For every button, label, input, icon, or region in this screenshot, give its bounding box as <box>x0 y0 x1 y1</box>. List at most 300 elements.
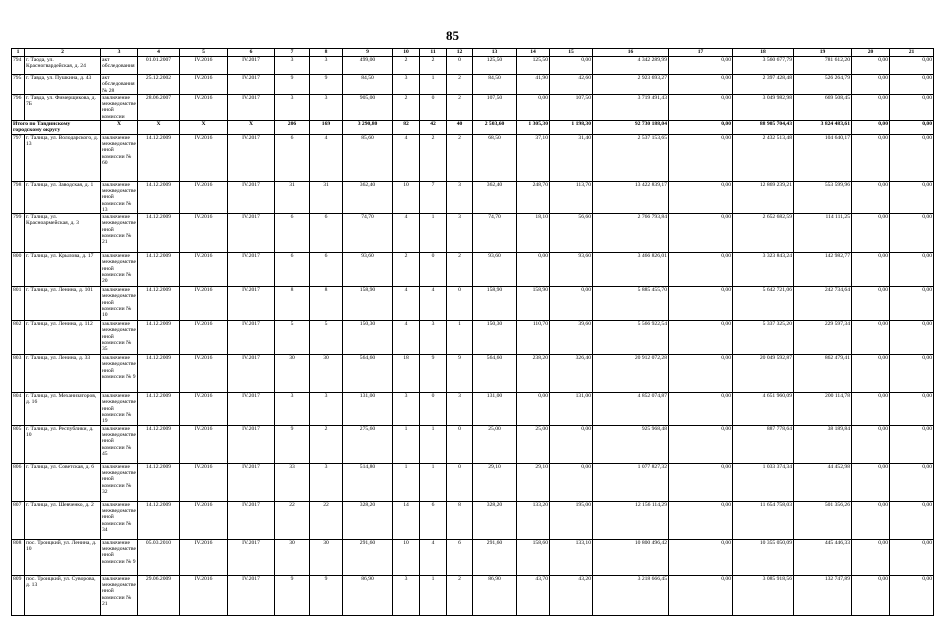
table-cell: 905,00 <box>343 94 393 120</box>
table-cell: 6 <box>310 214 343 253</box>
table-cell: IV.2017 <box>228 75 275 95</box>
table-cell: 0,00 <box>890 214 934 253</box>
table-cell: г. Талица, ул. Механизаторов, д. 16 <box>25 393 101 425</box>
table-cell: 0,00 <box>550 287 593 321</box>
table-cell: IV.2017 <box>228 393 275 425</box>
table-cell: 0,00 <box>852 287 890 321</box>
column-number: 11 <box>420 49 447 57</box>
table-cell: 3 <box>310 94 343 120</box>
table-cell: 0,00 <box>669 75 733 95</box>
table-cell: 113,70 <box>550 181 593 213</box>
table-cell: 2 <box>393 94 420 120</box>
table-cell: 1 <box>393 463 420 501</box>
table-cell: 3 <box>310 393 343 425</box>
table-cell: 10 <box>393 539 420 575</box>
table-cell: 125,50 <box>517 57 550 75</box>
table-cell: 0,00 <box>669 94 733 120</box>
table-cell: 40 <box>447 121 473 135</box>
table-cell: 85,60 <box>343 134 393 181</box>
table-cell: 0,00 <box>852 94 890 120</box>
table-row <box>12 287 934 321</box>
table-cell: IV.2017 <box>228 321 275 355</box>
table-cell: акт обследования № 28 <box>101 75 138 95</box>
table-cell: 14 <box>393 501 420 539</box>
table-cell: IV.2017 <box>228 181 275 213</box>
table-cell: заключение межведомственной комиссии № 13 <box>102 181 136 213</box>
table-cell: 0,00 <box>852 539 890 575</box>
table-cell: 3 <box>310 57 343 75</box>
column-number: 7 <box>275 49 310 57</box>
table-cell: 3 049 982,98 <box>733 94 794 120</box>
table-cell: 0,00 <box>852 253 890 287</box>
table-cell: 92 730 188,04 <box>593 121 669 135</box>
table-row <box>12 463 934 501</box>
table-cell: 499,00 <box>343 57 393 75</box>
column-number: 13 <box>473 49 517 57</box>
table-row <box>12 134 934 181</box>
table-cell: 169 <box>310 121 343 135</box>
table-cell: 22 <box>310 501 343 539</box>
table-cell: 2 <box>447 253 473 287</box>
table-cell: г. Талица, ул. Республики, д. 10 <box>25 425 101 463</box>
table-cell: 14.12.2009 <box>138 321 180 355</box>
table-cell: 3 <box>447 393 473 425</box>
table-cell: 0 <box>447 57 473 75</box>
table-cell: 0 <box>420 94 447 120</box>
table-cell: 0,00 <box>890 463 934 501</box>
table-cell: 3 323 843,24 <box>733 253 794 287</box>
table-cell: IV.2016 <box>180 75 228 95</box>
table-cell: IV.2017 <box>228 214 275 253</box>
table-cell: 1 <box>420 575 447 615</box>
table-cell: 553 599,96 <box>794 181 852 213</box>
table-cell: 0,00 <box>852 575 890 615</box>
table-row <box>12 253 934 287</box>
table-cell: 12 869 239,21 <box>733 181 794 213</box>
table-cell: 18,10 <box>517 214 550 253</box>
table-cell: 808 <box>12 539 25 575</box>
table-cell: X <box>101 121 138 135</box>
table-cell: 25,00 <box>517 425 550 463</box>
column-number: 3 <box>101 49 138 57</box>
table-cell: 2 397 428,48 <box>733 75 794 95</box>
table-cell: 158,60 <box>517 539 550 575</box>
table-cell: 158,90 <box>343 287 393 321</box>
table-cell: 328,20 <box>343 501 393 539</box>
table-cell: 2 503,60 <box>473 121 517 135</box>
table-cell: 0,00 <box>852 393 890 425</box>
table-cell: 564,60 <box>343 355 393 393</box>
table-cell: IV.2016 <box>180 57 228 75</box>
table-cell: 133,20 <box>517 501 550 539</box>
table-cell: 88 905 704,43 <box>733 121 794 135</box>
column-number: 4 <box>138 49 180 57</box>
column-number: 8 <box>310 49 343 57</box>
table-cell: 0,00 <box>669 425 733 463</box>
table-cell: 6 <box>275 134 310 181</box>
table-cell: пос. Троицкий, ул. Ленина, д. 10 <box>25 539 101 575</box>
table-cell: г. Тавда, ул. Фимерщикова, д. 7Б <box>25 94 101 120</box>
table-cell: 31 <box>310 181 343 213</box>
table-cell: г. Талица, ул. Володарского, д. 13 <box>25 134 101 181</box>
table-cell: 804 <box>12 393 25 425</box>
table-cell: пос. Троицкий, ул. Суворова, д. 13 <box>25 575 101 615</box>
table-cell: 0,00 <box>852 134 890 181</box>
table-cell: заключение межведомственной комиссии № 9 <box>101 539 138 575</box>
table-cell: 31,40 <box>550 134 593 181</box>
table-cell: 9 <box>275 575 310 615</box>
table-cell: 799 <box>12 214 25 253</box>
table-cell: 5 566 922,54 <box>593 321 669 355</box>
table-cell: г. Талица, ул. Ленина, д. 33 <box>25 355 101 393</box>
table-cell: 1 <box>420 463 447 501</box>
table-cell: 43,70 <box>517 575 550 615</box>
table-cell: 326,40 <box>550 355 593 393</box>
table-cell: заключение межведомственной комиссии № 19 <box>102 393 136 425</box>
table-cell: 362,40 <box>473 181 517 213</box>
table-cell: заключение межведомственной комиссии № 35 <box>101 321 138 355</box>
table-cell: 14.12.2009 <box>138 134 180 181</box>
table-cell: 0,00 <box>852 75 890 95</box>
table-cell: заключение межведомственной комиссии № 9 <box>101 355 138 393</box>
table-cell: 3 <box>393 575 420 615</box>
table-cell: акт обследования <box>101 57 138 75</box>
table-cell: 514,80 <box>343 463 393 501</box>
table-cell: 8 <box>310 287 343 321</box>
table-cell: 291,60 <box>473 539 517 575</box>
table-cell: 29,10 <box>517 463 550 501</box>
table-cell: 2 <box>447 75 473 95</box>
table-row <box>12 75 934 95</box>
table-cell: 142 982,77 <box>794 253 852 287</box>
table-cell: 6 <box>275 253 310 287</box>
table-cell: IV.2016 <box>180 355 228 393</box>
table-cell: 1 198,30 <box>550 121 593 135</box>
table-cell: 13 422 839,17 <box>593 181 669 213</box>
column-number: 2 <box>25 49 101 57</box>
column-number: 19 <box>794 49 852 57</box>
table-cell: IV.2017 <box>228 539 275 575</box>
table-cell: 3 <box>393 393 420 425</box>
table-cell: 4 342 289,99 <box>593 57 669 75</box>
table-cell: 0,00 <box>890 355 934 393</box>
table-cell: 0,00 <box>517 253 550 287</box>
table-cell: 33 <box>275 463 310 501</box>
table-cell: 0,00 <box>669 463 733 501</box>
table-cell: 5 <box>310 321 343 355</box>
column-number: 15 <box>550 49 593 57</box>
table-cell: 20 912 072,28 <box>593 355 669 393</box>
table-cell: 925 968,48 <box>593 425 669 463</box>
table-cell: 0 <box>447 425 473 463</box>
table-cell: г. Талица, ул. Шевченко, д. 2 <box>25 501 101 539</box>
table-cell: 0,00 <box>517 94 550 120</box>
table-cell: 74,70 <box>343 214 393 253</box>
table-cell: 807 <box>12 501 25 539</box>
table-cell: 107,50 <box>550 94 593 120</box>
table-cell: 11 654 758,03 <box>733 501 794 539</box>
table-cell: 3 218 666,45 <box>593 575 669 615</box>
table-row <box>12 321 934 355</box>
table-cell: 3 <box>447 181 473 213</box>
table-cell: 1 <box>420 214 447 253</box>
table-cell: 14.12.2009 <box>138 287 180 321</box>
total-label: Итого по Тавдинскому городскому округу <box>12 121 101 135</box>
table-cell: 0,00 <box>890 75 934 95</box>
table-cell: 84,50 <box>473 75 517 95</box>
table-cell: 3 <box>310 463 343 501</box>
table-row <box>12 575 934 615</box>
table-cell: IV.2016 <box>180 463 228 501</box>
table-cell: 200 114,78 <box>794 393 852 425</box>
table-cell: 1 305,30 <box>517 121 550 135</box>
table-cell: 9 <box>310 575 343 615</box>
table-cell: 328,20 <box>473 501 517 539</box>
table-cell: 8 <box>447 501 473 539</box>
table-cell: 796 <box>12 94 25 120</box>
table-cell: 93,60 <box>473 253 517 287</box>
table-cell: IV.2016 <box>180 287 228 321</box>
table-cell: 9 <box>420 355 447 393</box>
column-number: 21 <box>890 49 934 57</box>
table-cell: 3 290,80 <box>343 121 393 135</box>
table-cell: IV.2017 <box>228 501 275 539</box>
table-cell: 0,00 <box>669 287 733 321</box>
table-cell: г. Талица, ул. Красноармейская, д. 3 <box>25 214 101 253</box>
table-cell: IV.2016 <box>180 94 228 120</box>
table-cell: 82 <box>393 121 420 135</box>
table-cell: заключение межведомственной комиссии № 21 <box>101 214 138 253</box>
table-cell: г. Тавда, ул. Пушкина, д. 43 <box>25 75 101 95</box>
table-cell: 2 <box>310 425 343 463</box>
table-cell: 30 <box>275 539 310 575</box>
table-cell: заключение межведомственной комиссии № 45 <box>101 425 138 463</box>
table-cell: 3 824 483,61 <box>794 121 852 135</box>
table-cell: 5 642 721,06 <box>733 287 794 321</box>
table-cell: 6 <box>310 253 343 287</box>
column-number: 12 <box>447 49 473 57</box>
table-cell: 9 <box>310 75 343 95</box>
table-cell: 20 049 592,87 <box>733 355 794 393</box>
table-cell: IV.2017 <box>228 57 275 75</box>
table-cell: 2 <box>393 57 420 75</box>
table-cell: 4 651 960,09 <box>733 393 794 425</box>
table-cell: 2 <box>447 134 473 181</box>
table-cell: 862 479,41 <box>794 355 852 393</box>
table-cell: г. Талица, ул. Советская, д. 6 <box>25 463 101 501</box>
table-cell: 37,10 <box>517 134 550 181</box>
table-cell: 30 <box>310 355 343 393</box>
table-cell: 14.12.2009 <box>138 355 180 393</box>
table-cell: 803 <box>12 355 25 393</box>
column-number: 5 <box>180 49 228 57</box>
table-cell: 0,00 <box>669 134 733 181</box>
column-number: 1 <box>12 49 25 57</box>
table-cell: 801 <box>12 287 25 321</box>
table-cell: 6 <box>275 214 310 253</box>
table-cell: заключение межведомственной комиссии № 21 <box>101 575 138 615</box>
table-cell: 9 <box>447 355 473 393</box>
table-cell: IV.2017 <box>228 355 275 393</box>
table-cell: 0,00 <box>852 355 890 393</box>
table-cell: заключение межведомственной комиссии № 60 <box>101 134 138 181</box>
table-cell: 0,00 <box>890 539 934 575</box>
table-cell: 3 560 677,79 <box>733 57 794 75</box>
table-row <box>12 393 934 425</box>
table-cell: 131,00 <box>343 393 393 425</box>
table-cell: 01.01.2007 <box>138 57 180 75</box>
column-number: 6 <box>228 49 275 57</box>
column-number: 14 <box>517 49 550 57</box>
table-cell: 31 <box>275 181 310 213</box>
table-cell: 14.12.2009 <box>138 463 180 501</box>
table-cell: 0,00 <box>669 321 733 355</box>
table-cell: 0,00 <box>890 287 934 321</box>
table-cell: 0 <box>420 393 447 425</box>
table-row <box>12 57 934 75</box>
table-cell: IV.2016 <box>180 214 228 253</box>
table-cell: 25.12.2002 <box>138 75 180 95</box>
table-cell: 0,00 <box>517 393 550 425</box>
table-cell: 0,00 <box>669 121 733 135</box>
table-cell: 2 <box>420 134 447 181</box>
table-cell: 4 852 074,87 <box>593 393 669 425</box>
table-cell: 2 432 513,48 <box>733 134 794 181</box>
table-cell: 3 085 918,56 <box>733 575 794 615</box>
table-cell: 4 <box>310 134 343 181</box>
table-cell: 0,00 <box>669 393 733 425</box>
table-cell: 445 446,33 <box>794 539 852 575</box>
table-cell: заключение межведомственной комиссии № 34 <box>101 501 138 539</box>
table-cell: IV.2017 <box>228 134 275 181</box>
table-cell: 809 <box>12 575 25 615</box>
table-cell: 29,10 <box>473 463 517 501</box>
table-cell: 158,90 <box>517 287 550 321</box>
table-cell: 150,30 <box>343 321 393 355</box>
table-cell: 12 156 114,29 <box>593 501 669 539</box>
table-cell: 1 033 374,34 <box>733 463 794 501</box>
table-cell: 30 <box>310 539 343 575</box>
table-cell: 133,10 <box>550 539 593 575</box>
table-cell: 4 <box>420 539 447 575</box>
table-cell: 242 734,64 <box>794 287 852 321</box>
table-cell: 22 <box>275 501 310 539</box>
table-cell: IV.2016 <box>180 539 228 575</box>
table-cell: 10 355 050,09 <box>733 539 794 575</box>
table-cell: 0,00 <box>550 57 593 75</box>
table-cell: 6 <box>420 501 447 539</box>
table-cell: 29.06.2009 <box>138 575 180 615</box>
table-row <box>12 425 934 463</box>
column-number: 9 <box>343 49 393 57</box>
table-row <box>12 181 934 213</box>
table-cell: 0,00 <box>890 134 934 181</box>
table-cell: X <box>228 121 275 135</box>
table-cell: 28.06.2007 <box>138 94 180 120</box>
table-cell: 0,00 <box>890 321 934 355</box>
table-cell: 1 077 827,32 <box>593 463 669 501</box>
table-cell: 2 <box>420 57 447 75</box>
column-number: 16 <box>593 49 669 57</box>
table-cell: 0 <box>420 253 447 287</box>
table-cell: IV.2017 <box>228 425 275 463</box>
table-cell: 131,00 <box>473 393 517 425</box>
table-cell: 195,00 <box>550 501 593 539</box>
table-cell: 0,00 <box>669 214 733 253</box>
table-cell: 86,90 <box>473 575 517 615</box>
table-cell: 39,60 <box>550 321 593 355</box>
table-cell: 0,00 <box>890 575 934 615</box>
housing-register-table <box>11 48 934 616</box>
table-cell: 0,00 <box>669 501 733 539</box>
table-cell: 9 <box>275 425 310 463</box>
table-cell: 10 800 496,42 <box>593 539 669 575</box>
table-row <box>12 214 934 253</box>
table-cell: 2 923 693,27 <box>593 75 669 95</box>
table-cell: 7 <box>420 181 447 213</box>
table-cell: 2 652 682,59 <box>733 214 794 253</box>
total-row <box>12 121 934 135</box>
table-cell: 2 766 793,84 <box>593 214 669 253</box>
table-cell: 3 <box>275 393 310 425</box>
table-cell: 2 <box>447 575 473 615</box>
table-cell: IV.2016 <box>180 393 228 425</box>
table-cell: 0,00 <box>890 393 934 425</box>
table-cell: 0,00 <box>852 501 890 539</box>
table-cell: 74,70 <box>473 214 517 253</box>
table-cell: IV.2016 <box>180 425 228 463</box>
table-cell: 887 778,64 <box>733 425 794 463</box>
table-cell: 0,00 <box>669 181 733 213</box>
table-cell: 1 <box>420 75 447 95</box>
table-cell: 4 <box>420 287 447 321</box>
table-cell: г. Талица, ул. Заводская, д. 1 <box>25 181 101 213</box>
table-cell: 0,00 <box>890 57 934 75</box>
table-row <box>12 94 934 120</box>
table-cell: 110,70 <box>517 321 550 355</box>
page-number: 85 <box>446 28 459 43</box>
table-cell: 781 612,20 <box>794 57 852 75</box>
column-number-row <box>12 49 934 57</box>
table-cell: IV.2017 <box>228 463 275 501</box>
table-cell: 0,00 <box>669 253 733 287</box>
table-row <box>12 501 934 539</box>
table-cell: 4 <box>393 214 420 253</box>
table-cell: IV.2016 <box>180 501 228 539</box>
table-cell: 10 <box>393 181 420 213</box>
table-cell: 0,00 <box>550 463 593 501</box>
table-cell: 794 <box>12 57 25 75</box>
table-cell: 158,90 <box>473 287 517 321</box>
table-cell: 4 <box>393 134 420 181</box>
table-cell: 14.12.2009 <box>138 181 180 213</box>
table-cell: IV.2016 <box>180 253 228 287</box>
table-cell: 0,00 <box>890 501 934 539</box>
table-cell: 0,00 <box>852 57 890 75</box>
table-cell: заключение межведомственной комиссии № 32 <box>101 463 138 501</box>
table-cell: 229 597,34 <box>794 321 852 355</box>
table-cell: 206 <box>275 121 310 135</box>
table-cell: 14.12.2009 <box>138 501 180 539</box>
table-cell: 42,60 <box>550 75 593 95</box>
table-cell: г. Таода, ул. Красногвардейская, д. 24 <box>25 57 101 75</box>
table-cell: IV.2016 <box>180 181 228 213</box>
table-cell: 0,00 <box>669 575 733 615</box>
table-cell: заключение межведомственной комиссии № 20 <box>101 253 138 287</box>
table-cell: 275,60 <box>343 425 393 463</box>
table-cell: IV.2016 <box>180 134 228 181</box>
table-cell: 38 189,84 <box>794 425 852 463</box>
